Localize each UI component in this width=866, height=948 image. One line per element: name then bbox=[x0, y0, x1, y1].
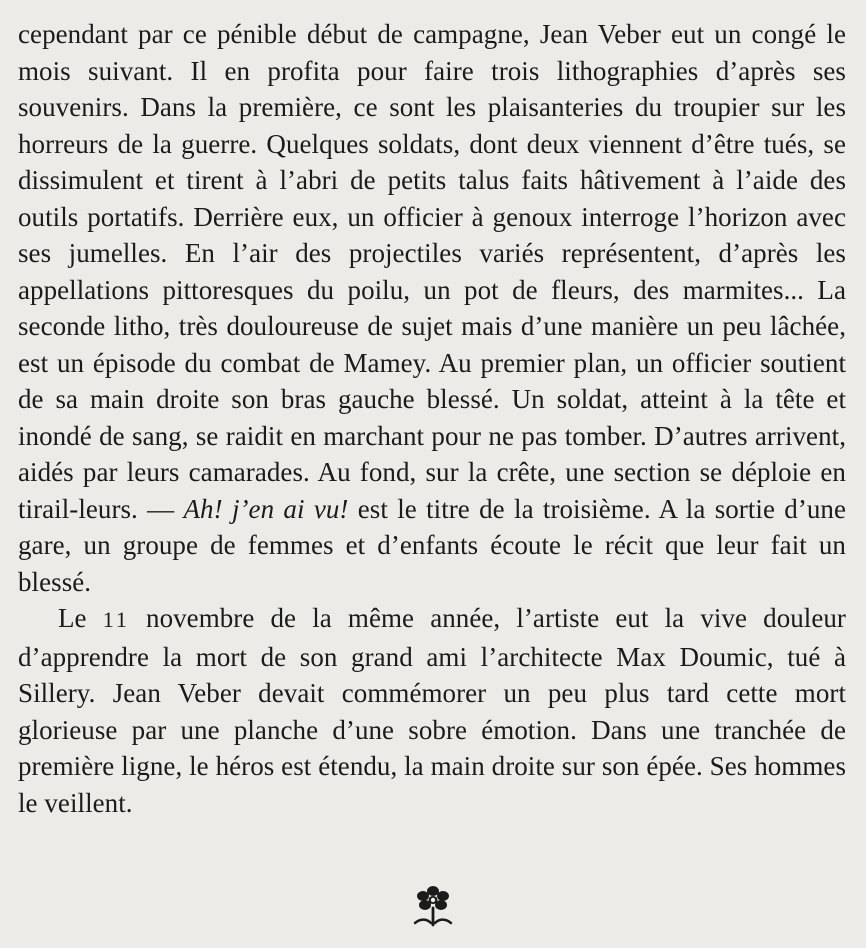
paragraph-2-text: novembre de la même année, l’artiste eut la vive douleur d’apprendre la mort de son grand ami l’architecte Max Doumic, tué à Sillery. Jean Veber devait commémorer un peu plus tard cette mort glorieuse par une planche d’une sobre émotion. Dans une tranchée de première ligne, le héros est étendu, la main droite sur son épée. Ses hommes le veillent. bbox=[18, 603, 846, 818]
flower-ornament-icon bbox=[403, 880, 463, 932]
paragraph-2-lead: Le bbox=[58, 603, 103, 633]
paragraph-1-text-end: est le titre de la troisième. A la sortie d’une gare, un groupe de femmes et d’enfants écoute le récit que leur fait un blessé. bbox=[18, 493, 847, 597]
day-number: 11 bbox=[102, 607, 130, 632]
body-text bbox=[18, 16, 846, 821]
paragraph-1-text-start: cependant par ce pénible début de campagne, Jean Veber eut un congé le mois suivant. Il en profita pour faire trois lithographies d’après ses souvenirs. Dans la première, ce sont les plaisanteries du troupier sur les horreurs de la guerre. Quelques soldats, dont deux viennent d’être tués, se dissimulent et tirent à l’abri de petits talus faits hâtivement à l’aide des outils portatifs. Derrière eux, un officier à genoux interroge l’horizon avec ses jumelles. En l’air des projectiles variés représentent, d’après les appellations pittoresques du poilu, un pot de fleurs, des marmites... La seconde litho, très douloureuse de sujet mais d’une manière un peu lâchée, est un épisode du combat de Mamey. Au premier plan, un officier soutient de sa main droite son bras gauche blessé. Un soldat, atteint à la tête et inondé de sang, se raidit en marchant pour ne pas tomber. D’autres arrivent, aidés par leurs camarades. Au fond, sur la crête, une section se déploie en tirail-leurs. — bbox=[18, 19, 846, 524]
lithograph-title: Ah! j’en ai vu! bbox=[183, 493, 349, 524]
paragraph-1 bbox=[18, 16, 846, 600]
paragraph-2 bbox=[18, 600, 846, 821]
